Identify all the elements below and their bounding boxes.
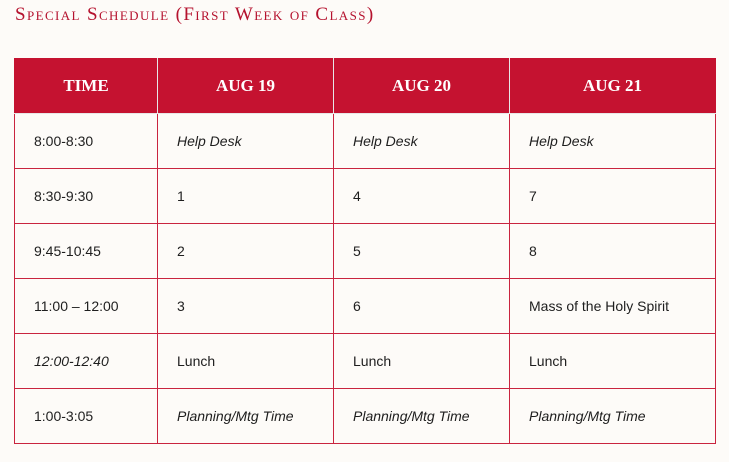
table-row	[15, 279, 716, 334]
aug-21-cell: 8	[510, 224, 716, 279]
aug-20-cell: Planning/Mtg Time	[334, 389, 510, 444]
aug-19-cell: Lunch	[158, 334, 334, 389]
aug-19-cell: 2	[158, 224, 334, 279]
time-cell: 8:00-8:30	[15, 114, 158, 169]
aug-21-cell: Lunch	[510, 334, 716, 389]
header-aug-20: AUG 20	[334, 59, 510, 114]
header-aug-21: AUG 21	[510, 59, 716, 114]
aug-21-cell: 7	[510, 169, 716, 224]
aug-20-cell: Help Desk	[334, 114, 510, 169]
aug-21-cell: Mass of the Holy Spirit	[510, 279, 716, 334]
time-cell: 12:00-12:40	[15, 334, 158, 389]
table-row	[15, 224, 716, 279]
aug-19-cell: 1	[158, 169, 334, 224]
aug-20-cell: 6	[334, 279, 510, 334]
aug-20-cell: 5	[334, 224, 510, 279]
aug-21-cell: Planning/Mtg Time	[510, 389, 716, 444]
aug-20-cell: 4	[334, 169, 510, 224]
header-aug-19: AUG 19	[158, 59, 334, 114]
time-cell: 8:30-9:30	[15, 169, 158, 224]
aug-19-cell: Help Desk	[158, 114, 334, 169]
table-row	[15, 169, 716, 224]
table-row	[15, 114, 716, 169]
page-title: Special Schedule (First Week of Class)	[15, 4, 375, 25]
aug-19-cell: 3	[158, 279, 334, 334]
table-row	[15, 389, 716, 444]
schedule-table	[14, 58, 716, 444]
aug-19-cell: Planning/Mtg Time	[158, 389, 334, 444]
header-time: TIME	[15, 59, 158, 114]
table-header-row	[15, 59, 716, 114]
aug-21-cell: Help Desk	[510, 114, 716, 169]
table-row	[15, 334, 716, 389]
aug-20-cell: Lunch	[334, 334, 510, 389]
time-cell: 1:00-3:05	[15, 389, 158, 444]
time-cell: 11:00 – 12:00	[15, 279, 158, 334]
time-cell: 9:45-10:45	[15, 224, 158, 279]
